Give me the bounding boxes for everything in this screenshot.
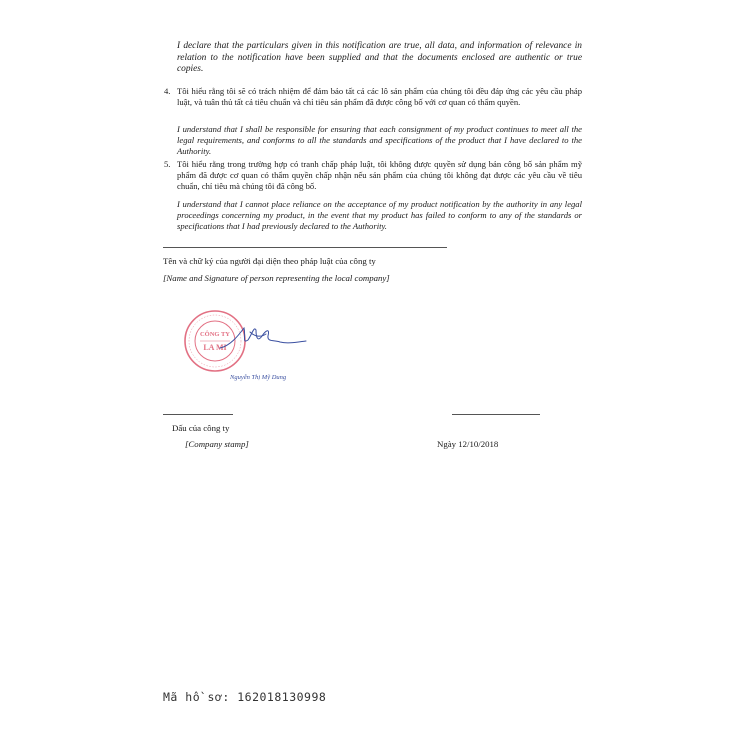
handwritten-signature bbox=[220, 328, 306, 348]
stamp-line bbox=[163, 414, 233, 415]
declaration-3-english: I declare that the particulars given in this notification are true, all data, and information of relevance in relation to the notification have been supplied and that the documents enclosed are authentic or true copies. bbox=[177, 41, 582, 74]
stamp-label-vi: Dấu của công ty bbox=[172, 423, 230, 433]
document-code: Mã hồ sơ: 162018130998 bbox=[163, 690, 327, 704]
signer-name: Nguyễn Thị Mỹ Dung bbox=[230, 374, 287, 381]
stamp-text-top: CÔNG TY bbox=[199, 331, 231, 338]
item-number-4: 4. bbox=[164, 86, 171, 96]
declaration-4-vietnamese: Tôi hiểu rằng tôi sẽ có trách nhiệm để đảm bảo tất cả các lô sản phẩm của chúng tôi đều đáp ứng các yêu cầu pháp luật, và tuân thủ tất cả tiêu chuẩn và chỉ tiêu sản phẩm đã được công bố với cơ quan có thẩm quyền. bbox=[177, 86, 582, 107]
declaration-4-english: I understand that I shall be responsible for ensuring that each consignment of my product continues to meet all the legal requirements, and conforms to all the standards and specifications of the product that I have declared to the Authority. bbox=[177, 124, 582, 156]
date-line bbox=[452, 414, 540, 415]
stamp-signature-graphic bbox=[170, 306, 310, 396]
company-stamp-signature bbox=[170, 306, 310, 396]
signature-label-en: [Name and Signature of person representing the local company] bbox=[163, 273, 390, 283]
signature-label-vi: Tên và chữ ký của người đại diện theo pháp luật của công ty bbox=[163, 256, 376, 266]
declaration-5-english: I understand that I cannot place reliance on the acceptance of my product notification by the authority in any legal proceedings concerning my product, in the event that my product has failed to conform to any of the standards or specifications that I had previously declared to the Authority. bbox=[177, 199, 582, 231]
stamp-label-en: [Company stamp] bbox=[185, 439, 249, 449]
stamp-text-name: LA MI bbox=[203, 343, 227, 352]
item-number-5: 5. bbox=[164, 159, 171, 169]
date-text: Ngày 12/10/2018 bbox=[437, 439, 499, 449]
round-stamp bbox=[185, 311, 245, 371]
declaration-5-vietnamese: Tôi hiểu rằng trong trường hợp có tranh chấp pháp luật, tôi không được quyền sử dụng bản công bố sản phẩm mỹ phẩm đã được cơ quan có thẩm quyền chấp nhận nếu sản phẩm của chúng tôi không đạt được các yêu cầu về tiêu chuẩn, chỉ tiêu mà chúng tôi đã công bố. bbox=[177, 159, 582, 191]
signature-line bbox=[163, 247, 447, 248]
